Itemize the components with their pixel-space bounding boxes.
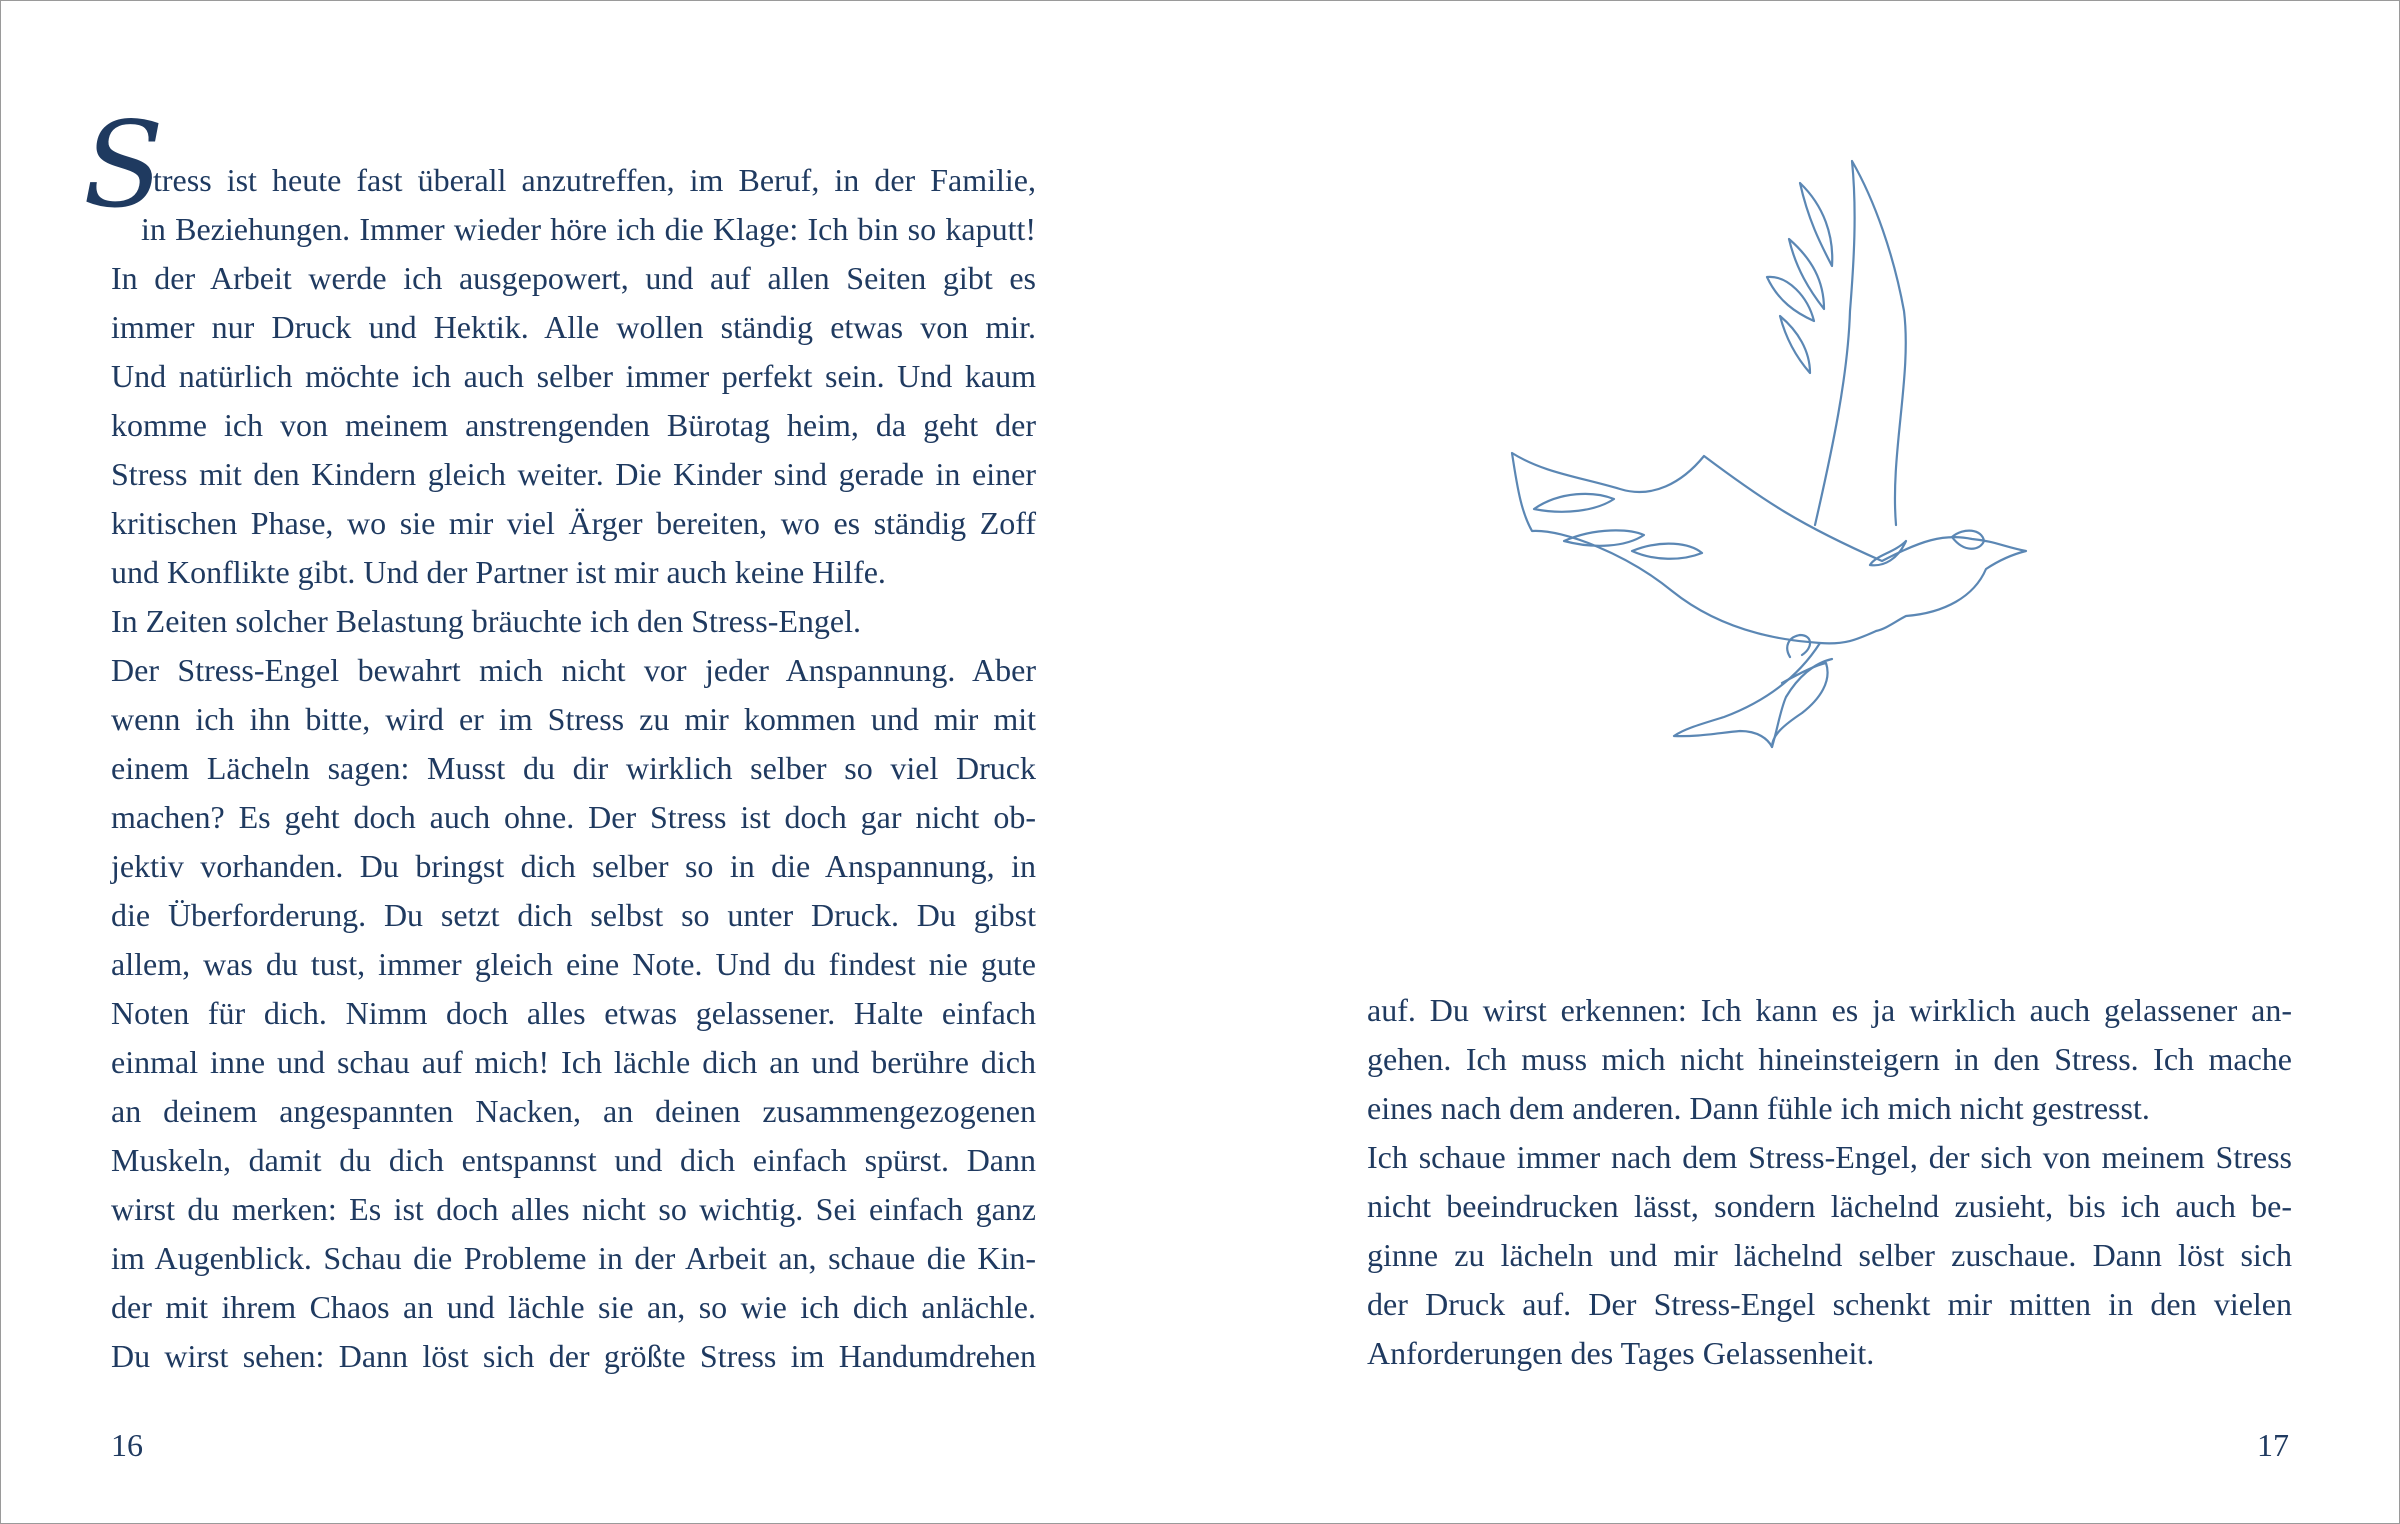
- text-line: wenn ich ihn bitte, wird er im Stress zu mir kommen und mir mit: [111, 701, 1036, 737]
- text-line: an deinem angespannten Nacken, an deinen zusammengezogenen: [111, 1093, 1036, 1129]
- text-line: Muskeln, damit du dich entspannst und dich einfach spürst. Dann: [111, 1142, 1036, 1178]
- text-line: einem Lächeln sagen: Musst du dir wirklich selber so viel Druck: [111, 750, 1036, 786]
- text-line: einmal inne und schau auf mich! Ich lächle dich an und berühre dich: [111, 1044, 1036, 1080]
- text-line: Und natürlich möchte ich auch selber immer perfekt sein. Und kaum: [111, 358, 1036, 394]
- page-number-right: 17: [2257, 1427, 2289, 1463]
- page-number-left: 16: [111, 1427, 143, 1463]
- text-line: Du wirst sehen: Dann löst sich der größte Stress im Handumdrehen: [111, 1338, 1036, 1374]
- text-line: Der Stress-Engel bewahrt mich nicht vor jeder Anspannung. Aber: [111, 652, 1036, 688]
- text-line: wirst du merken: Es ist doch alles nicht so wichtig. Sei einfach ganz: [111, 1191, 1036, 1227]
- text-line: gehen. Ich muss mich nicht hineinsteigern in den Stress. Ich mache: [1367, 1041, 2292, 1077]
- text-line: eines nach dem anderen. Dann fühle ich mich nicht gestresst.: [1367, 1090, 2150, 1126]
- text-line: im Augenblick. Schau die Probleme in der Arbeit an, schaue die Kin-: [111, 1240, 1036, 1276]
- text-line: allem, was du tust, immer gleich eine Note. Und du findest nie gute: [111, 946, 1036, 982]
- right-page: [1200, 1, 2399, 1523]
- text-line: Stress mit den Kindern gleich weiter. Die Kinder sind gerade in einer: [111, 456, 1036, 492]
- text-line: kritischen Phase, wo sie mir viel Ärger bereiten, wo es ständig Zoff: [111, 505, 1036, 541]
- dove-line-drawing-icon: [1502, 151, 2112, 751]
- text-line: ginne zu lächeln und mir lächelnd selber zuschaue. Dann löst sich: [1367, 1237, 2292, 1273]
- left-page: [1, 1, 1200, 1523]
- text-line: komme ich von meinem anstrengenden Bürotag heim, da geht der: [111, 407, 1036, 443]
- text-line: Noten für dich. Nimm doch alles etwas gelassener. Halte einfach: [111, 995, 1036, 1031]
- text-line: der Druck auf. Der Stress-Engel schenkt mir mitten in den vielen: [1367, 1286, 2292, 1322]
- text-line: immer nur Druck und Hektik. Alle wollen ständig etwas von mir.: [111, 309, 1036, 345]
- drop-cap: S: [83, 96, 164, 234]
- text-line: In der Arbeit werde ich ausgepowert, und auf allen Seiten gibt es: [111, 260, 1036, 296]
- text-line: die Überforderung. Du setzt dich selbst so unter Druck. Du gibst: [111, 897, 1036, 933]
- text-line: In Zeiten solcher Belastung bräuchte ich den Stress-Engel.: [111, 603, 861, 639]
- text-line: jektiv vorhanden. Du bringst dich selber so in die Anspannung, in: [111, 848, 1036, 884]
- text-line: in Beziehungen. Immer wieder höre ich die Klage: Ich bin so kaputt!: [141, 211, 1036, 247]
- text-line: der mit ihrem Chaos an und lächle sie an, so wie ich dich anlächle.: [111, 1289, 1036, 1325]
- right-page-body-text: [1367, 986, 2292, 1378]
- text-line: Ich schaue immer nach dem Stress-Engel, der sich von meinem Stress: [1367, 1139, 2292, 1175]
- text-line: auf. Du wirst erkennen: Ich kann es ja wirklich auch gelassener an-: [1367, 992, 2292, 1028]
- text-line: machen? Es geht doch auch ohne. Der Stress ist doch gar nicht ob-: [111, 799, 1036, 835]
- left-page-body-text: [111, 156, 1036, 1381]
- text-line: Anforderungen des Tages Gelassenheit.: [1367, 1335, 1875, 1371]
- text-line: tress ist heute fast überall anzutreffen, im Beruf, in der Familie,: [153, 162, 1036, 198]
- text-line: nicht beeindrucken lässt, sondern lächelnd zusieht, bis ich auch be-: [1367, 1188, 2292, 1224]
- text-line: und Konflikte gibt. Und der Partner ist mir auch keine Hilfe.: [111, 554, 886, 590]
